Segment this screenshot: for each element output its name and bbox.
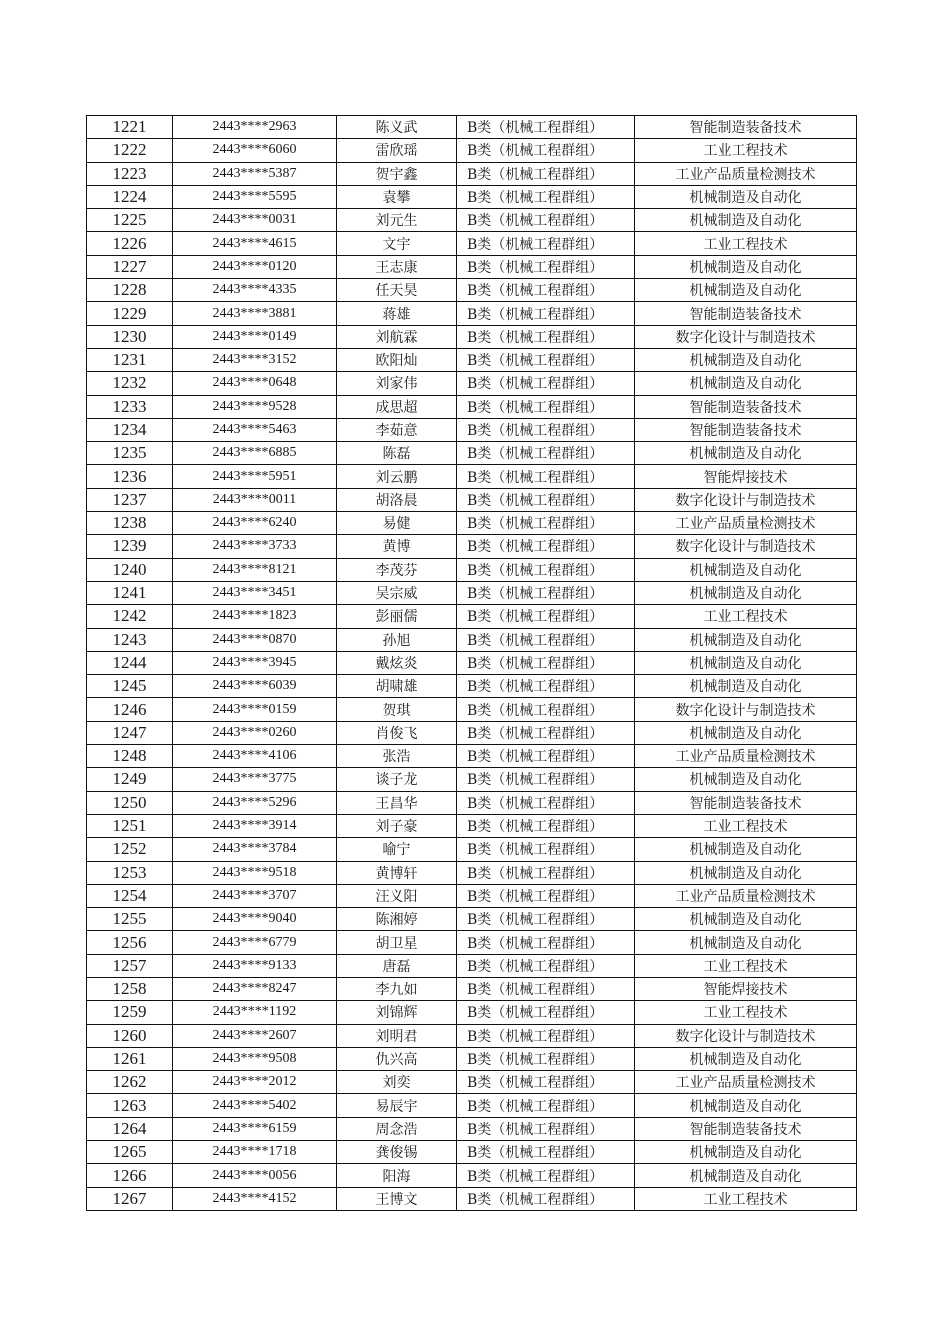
table-row — [87, 908, 857, 931]
cell-exam-id: 2443****3152 — [173, 348, 337, 371]
cell-serial-number: 1221 — [87, 116, 173, 139]
cell-name: 陈义武 — [337, 116, 457, 139]
cell-category: B类（机械工程群组） — [457, 884, 635, 907]
cell-exam-id: 2443****0648 — [173, 372, 337, 395]
table-row — [87, 139, 857, 162]
cell-name: 易辰宇 — [337, 1094, 457, 1117]
cell-major: 机械制造及自动化 — [635, 768, 857, 791]
cell-major: 机械制造及自动化 — [635, 255, 857, 278]
applicant-table — [86, 115, 857, 1211]
table-row — [87, 1094, 857, 1117]
table-row — [87, 814, 857, 837]
table-body — [87, 116, 857, 1211]
cell-exam-id: 2443****2963 — [173, 116, 337, 139]
cell-category: B类（机械工程群组） — [457, 325, 635, 348]
table-row — [87, 721, 857, 744]
cell-serial-number: 1227 — [87, 255, 173, 278]
cell-category: B类（机械工程群组） — [457, 628, 635, 651]
cell-exam-id: 2443****5463 — [173, 418, 337, 441]
cell-serial-number: 1230 — [87, 325, 173, 348]
cell-serial-number: 1252 — [87, 838, 173, 861]
cell-exam-id: 2443****5595 — [173, 185, 337, 208]
cell-major: 工业工程技术 — [635, 814, 857, 837]
cell-exam-id: 2443****3784 — [173, 838, 337, 861]
cell-category: B类（机械工程群组） — [457, 908, 635, 931]
table-row — [87, 977, 857, 1000]
cell-serial-number: 1259 — [87, 1001, 173, 1024]
cell-serial-number: 1234 — [87, 418, 173, 441]
cell-name: 易健 — [337, 512, 457, 535]
cell-category: B类（机械工程群组） — [457, 348, 635, 371]
cell-serial-number: 1235 — [87, 442, 173, 465]
cell-name: 刘家伟 — [337, 372, 457, 395]
cell-major: 智能制造装备技术 — [635, 1117, 857, 1140]
cell-name: 黄博 — [337, 535, 457, 558]
table-row — [87, 838, 857, 861]
cell-serial-number: 1255 — [87, 908, 173, 931]
table-row — [87, 884, 857, 907]
cell-major: 机械制造及自动化 — [635, 1141, 857, 1164]
table-row — [87, 581, 857, 604]
cell-category: B类（机械工程群组） — [457, 1187, 635, 1210]
table-row — [87, 768, 857, 791]
cell-exam-id: 2443****9133 — [173, 954, 337, 977]
cell-category: B类（机械工程群组） — [457, 209, 635, 232]
cell-category: B类（机械工程群组） — [457, 1094, 635, 1117]
cell-major: 工业工程技术 — [635, 1001, 857, 1024]
cell-serial-number: 1258 — [87, 977, 173, 1000]
cell-exam-id: 2443****9040 — [173, 908, 337, 931]
cell-exam-id: 2443****3914 — [173, 814, 337, 837]
cell-major: 智能制造装备技术 — [635, 791, 857, 814]
cell-category: B类（机械工程群组） — [457, 651, 635, 674]
cell-major: 智能制造装备技术 — [635, 395, 857, 418]
cell-major: 机械制造及自动化 — [635, 581, 857, 604]
cell-serial-number: 1249 — [87, 768, 173, 791]
cell-name: 李九如 — [337, 977, 457, 1000]
cell-name: 文宇 — [337, 232, 457, 255]
cell-serial-number: 1265 — [87, 1141, 173, 1164]
cell-name: 刘奕 — [337, 1071, 457, 1094]
cell-major: 工业工程技术 — [635, 139, 857, 162]
cell-serial-number: 1253 — [87, 861, 173, 884]
cell-exam-id: 2443****3945 — [173, 651, 337, 674]
cell-category: B类（机械工程群组） — [457, 1117, 635, 1140]
cell-name: 胡啸雄 — [337, 675, 457, 698]
cell-category: B类（机械工程群组） — [457, 838, 635, 861]
cell-major: 智能制造装备技术 — [635, 116, 857, 139]
cell-exam-id: 2443****2012 — [173, 1071, 337, 1094]
cell-major: 机械制造及自动化 — [635, 931, 857, 954]
cell-category: B类（机械工程群组） — [457, 395, 635, 418]
cell-category: B类（机械工程群组） — [457, 1024, 635, 1047]
cell-major: 机械制造及自动化 — [635, 372, 857, 395]
cell-category: B类（机械工程群组） — [457, 488, 635, 511]
cell-serial-number: 1264 — [87, 1117, 173, 1140]
cell-category: B类（机械工程群组） — [457, 512, 635, 535]
cell-category: B类（机械工程群组） — [457, 185, 635, 208]
table-row — [87, 302, 857, 325]
table-row — [87, 628, 857, 651]
cell-exam-id: 2443****0031 — [173, 209, 337, 232]
cell-exam-id: 2443****3733 — [173, 535, 337, 558]
cell-category: B类（机械工程群组） — [457, 954, 635, 977]
cell-exam-id: 2443****0056 — [173, 1164, 337, 1187]
table-row — [87, 279, 857, 302]
cell-category: B类（机械工程群组） — [457, 372, 635, 395]
table-row — [87, 325, 857, 348]
cell-name: 刘元生 — [337, 209, 457, 232]
cell-name: 周念浩 — [337, 1117, 457, 1140]
cell-major: 工业产品质量检测技术 — [635, 884, 857, 907]
cell-name: 王昌华 — [337, 791, 457, 814]
cell-major: 机械制造及自动化 — [635, 1047, 857, 1070]
cell-category: B类（机械工程群组） — [457, 745, 635, 768]
cell-serial-number: 1256 — [87, 931, 173, 954]
cell-serial-number: 1223 — [87, 162, 173, 185]
cell-major: 工业工程技术 — [635, 232, 857, 255]
table-row — [87, 1187, 857, 1210]
cell-major: 智能制造装备技术 — [635, 302, 857, 325]
cell-name: 蒋雄 — [337, 302, 457, 325]
cell-serial-number: 1231 — [87, 348, 173, 371]
cell-category: B类（机械工程群组） — [457, 698, 635, 721]
cell-name: 任天昊 — [337, 279, 457, 302]
cell-serial-number: 1228 — [87, 279, 173, 302]
cell-major: 机械制造及自动化 — [635, 279, 857, 302]
cell-category: B类（机械工程群组） — [457, 814, 635, 837]
cell-major: 机械制造及自动化 — [635, 908, 857, 931]
cell-exam-id: 2443****8247 — [173, 977, 337, 1000]
cell-category: B类（机械工程群组） — [457, 116, 635, 139]
cell-name: 贺宇鑫 — [337, 162, 457, 185]
cell-category: B类（机械工程群组） — [457, 255, 635, 278]
cell-serial-number: 1254 — [87, 884, 173, 907]
cell-name: 袁攀 — [337, 185, 457, 208]
cell-major: 智能焊接技术 — [635, 977, 857, 1000]
cell-name: 胡洛晨 — [337, 488, 457, 511]
table-row — [87, 1164, 857, 1187]
table-row — [87, 185, 857, 208]
table-row — [87, 442, 857, 465]
cell-serial-number: 1266 — [87, 1164, 173, 1187]
cell-exam-id: 2443****5402 — [173, 1094, 337, 1117]
cell-major: 数字化设计与制造技术 — [635, 1024, 857, 1047]
cell-category: B类（机械工程群组） — [457, 232, 635, 255]
cell-serial-number: 1257 — [87, 954, 173, 977]
cell-category: B类（机械工程群组） — [457, 721, 635, 744]
cell-serial-number: 1224 — [87, 185, 173, 208]
cell-name: 彭丽儒 — [337, 605, 457, 628]
cell-exam-id: 2443****6159 — [173, 1117, 337, 1140]
cell-serial-number: 1260 — [87, 1024, 173, 1047]
cell-major: 工业工程技术 — [635, 954, 857, 977]
table-row — [87, 605, 857, 628]
cell-name: 陈磊 — [337, 442, 457, 465]
cell-major: 数字化设计与制造技术 — [635, 535, 857, 558]
cell-serial-number: 1261 — [87, 1047, 173, 1070]
cell-name: 阳海 — [337, 1164, 457, 1187]
cell-exam-id: 2443****0870 — [173, 628, 337, 651]
cell-major: 工业工程技术 — [635, 1187, 857, 1210]
cell-category: B类（机械工程群组） — [457, 931, 635, 954]
cell-major: 机械制造及自动化 — [635, 861, 857, 884]
cell-exam-id: 2443****5387 — [173, 162, 337, 185]
table-row — [87, 791, 857, 814]
cell-exam-id: 2443****9528 — [173, 395, 337, 418]
cell-serial-number: 1233 — [87, 395, 173, 418]
cell-category: B类（机械工程群组） — [457, 139, 635, 162]
cell-exam-id: 2443****5951 — [173, 465, 337, 488]
cell-exam-id: 2443****1718 — [173, 1141, 337, 1164]
cell-major: 工业工程技术 — [635, 605, 857, 628]
cell-exam-id: 2443****6060 — [173, 139, 337, 162]
cell-name: 刘云鹏 — [337, 465, 457, 488]
cell-name: 喻宁 — [337, 838, 457, 861]
cell-serial-number: 1239 — [87, 535, 173, 558]
cell-name: 雷欣瑶 — [337, 139, 457, 162]
cell-serial-number: 1226 — [87, 232, 173, 255]
cell-category: B类（机械工程群组） — [457, 1141, 635, 1164]
cell-major: 机械制造及自动化 — [635, 558, 857, 581]
cell-category: B类（机械工程群组） — [457, 1071, 635, 1094]
cell-category: B类（机械工程群组） — [457, 1164, 635, 1187]
cell-category: B类（机械工程群组） — [457, 1001, 635, 1024]
cell-exam-id: 2443****6885 — [173, 442, 337, 465]
cell-category: B类（机械工程群组） — [457, 535, 635, 558]
cell-exam-id: 2443****4106 — [173, 745, 337, 768]
cell-major: 机械制造及自动化 — [635, 185, 857, 208]
cell-major: 机械制造及自动化 — [635, 348, 857, 371]
cell-major: 智能焊接技术 — [635, 465, 857, 488]
cell-exam-id: 2443****9518 — [173, 861, 337, 884]
cell-name: 胡卫星 — [337, 931, 457, 954]
table-row — [87, 535, 857, 558]
cell-serial-number: 1244 — [87, 651, 173, 674]
cell-serial-number: 1262 — [87, 1071, 173, 1094]
table-row — [87, 861, 857, 884]
cell-major: 数字化设计与制造技术 — [635, 488, 857, 511]
cell-name: 龚俊锡 — [337, 1141, 457, 1164]
cell-exam-id: 2443****0260 — [173, 721, 337, 744]
cell-name: 李茹意 — [337, 418, 457, 441]
cell-serial-number: 1242 — [87, 605, 173, 628]
table-row — [87, 232, 857, 255]
cell-serial-number: 1232 — [87, 372, 173, 395]
cell-exam-id: 2443****0120 — [173, 255, 337, 278]
table-row — [87, 558, 857, 581]
cell-major: 机械制造及自动化 — [635, 1164, 857, 1187]
cell-category: B类（机械工程群组） — [457, 162, 635, 185]
cell-major: 机械制造及自动化 — [635, 1094, 857, 1117]
cell-category: B类（机械工程群组） — [457, 791, 635, 814]
cell-serial-number: 1248 — [87, 745, 173, 768]
table-row — [87, 418, 857, 441]
cell-serial-number: 1241 — [87, 581, 173, 604]
cell-serial-number: 1247 — [87, 721, 173, 744]
cell-category: B类（机械工程群组） — [457, 279, 635, 302]
table-row — [87, 116, 857, 139]
cell-name: 王志康 — [337, 255, 457, 278]
cell-exam-id: 2443****0011 — [173, 488, 337, 511]
cell-serial-number: 1237 — [87, 488, 173, 511]
table-row — [87, 651, 857, 674]
cell-name: 汪义阳 — [337, 884, 457, 907]
cell-category: B类（机械工程群组） — [457, 442, 635, 465]
cell-major: 工业产品质量检测技术 — [635, 1071, 857, 1094]
cell-exam-id: 2443****6779 — [173, 931, 337, 954]
cell-name: 贺琪 — [337, 698, 457, 721]
cell-exam-id: 2443****8121 — [173, 558, 337, 581]
cell-serial-number: 1240 — [87, 558, 173, 581]
cell-name: 刘航霖 — [337, 325, 457, 348]
cell-exam-id: 2443****1192 — [173, 1001, 337, 1024]
cell-major: 机械制造及自动化 — [635, 442, 857, 465]
cell-exam-id: 2443****6039 — [173, 675, 337, 698]
table-row — [87, 1047, 857, 1070]
cell-name: 黄博轩 — [337, 861, 457, 884]
table-row — [87, 465, 857, 488]
table-row — [87, 395, 857, 418]
table-row — [87, 1024, 857, 1047]
cell-exam-id: 2443****3451 — [173, 581, 337, 604]
cell-major: 机械制造及自动化 — [635, 838, 857, 861]
table-row — [87, 1001, 857, 1024]
cell-category: B类（机械工程群组） — [457, 675, 635, 698]
cell-serial-number: 1263 — [87, 1094, 173, 1117]
cell-exam-id: 2443****3707 — [173, 884, 337, 907]
cell-exam-id: 2443****0159 — [173, 698, 337, 721]
cell-category: B类（机械工程群组） — [457, 418, 635, 441]
table-row — [87, 488, 857, 511]
cell-name: 谈子龙 — [337, 768, 457, 791]
cell-exam-id: 2443****0149 — [173, 325, 337, 348]
cell-category: B类（机械工程群组） — [457, 605, 635, 628]
cell-major: 机械制造及自动化 — [635, 209, 857, 232]
cell-category: B类（机械工程群组） — [457, 558, 635, 581]
table-row — [87, 372, 857, 395]
table-row — [87, 1071, 857, 1094]
table-row — [87, 255, 857, 278]
cell-serial-number: 1251 — [87, 814, 173, 837]
cell-exam-id: 2443****1823 — [173, 605, 337, 628]
table-row — [87, 209, 857, 232]
cell-name: 吴宗威 — [337, 581, 457, 604]
cell-name: 刘明君 — [337, 1024, 457, 1047]
cell-name: 刘锦辉 — [337, 1001, 457, 1024]
cell-name: 刘子豪 — [337, 814, 457, 837]
cell-category: B类（机械工程群组） — [457, 465, 635, 488]
cell-major: 工业产品质量检测技术 — [635, 512, 857, 535]
cell-major: 机械制造及自动化 — [635, 675, 857, 698]
cell-major: 机械制造及自动化 — [635, 651, 857, 674]
table-row — [87, 162, 857, 185]
table-row — [87, 675, 857, 698]
cell-major: 工业产品质量检测技术 — [635, 745, 857, 768]
cell-exam-id: 2443****5296 — [173, 791, 337, 814]
table-row — [87, 745, 857, 768]
cell-serial-number: 1225 — [87, 209, 173, 232]
cell-name: 肖俊飞 — [337, 721, 457, 744]
cell-category: B类（机械工程群组） — [457, 581, 635, 604]
table-row — [87, 348, 857, 371]
cell-exam-id: 2443****3775 — [173, 768, 337, 791]
cell-serial-number: 1229 — [87, 302, 173, 325]
cell-exam-id: 2443****9508 — [173, 1047, 337, 1070]
cell-serial-number: 1267 — [87, 1187, 173, 1210]
cell-name: 王博文 — [337, 1187, 457, 1210]
cell-name: 陈湘婷 — [337, 908, 457, 931]
cell-category: B类（机械工程群组） — [457, 977, 635, 1000]
cell-serial-number: 1250 — [87, 791, 173, 814]
cell-exam-id: 2443****2607 — [173, 1024, 337, 1047]
cell-major: 数字化设计与制造技术 — [635, 325, 857, 348]
cell-major: 数字化设计与制造技术 — [635, 698, 857, 721]
cell-major: 机械制造及自动化 — [635, 721, 857, 744]
cell-exam-id: 2443****4335 — [173, 279, 337, 302]
cell-serial-number: 1243 — [87, 628, 173, 651]
cell-name: 欧阳灿 — [337, 348, 457, 371]
cell-exam-id: 2443****6240 — [173, 512, 337, 535]
table-row — [87, 512, 857, 535]
cell-category: B类（机械工程群组） — [457, 302, 635, 325]
cell-major: 智能制造装备技术 — [635, 418, 857, 441]
cell-exam-id: 2443****4152 — [173, 1187, 337, 1210]
table-row — [87, 1141, 857, 1164]
cell-name: 孙旭 — [337, 628, 457, 651]
cell-category: B类（机械工程群组） — [457, 768, 635, 791]
table-row — [87, 954, 857, 977]
cell-name: 张浩 — [337, 745, 457, 768]
table-row — [87, 931, 857, 954]
cell-name: 戴炫炎 — [337, 651, 457, 674]
cell-serial-number: 1222 — [87, 139, 173, 162]
cell-name: 成思超 — [337, 395, 457, 418]
cell-name: 李茂芬 — [337, 558, 457, 581]
cell-exam-id: 2443****3881 — [173, 302, 337, 325]
cell-serial-number: 1238 — [87, 512, 173, 535]
cell-name: 唐磊 — [337, 954, 457, 977]
table-row — [87, 1117, 857, 1140]
table-row — [87, 698, 857, 721]
cell-serial-number: 1245 — [87, 675, 173, 698]
cell-serial-number: 1246 — [87, 698, 173, 721]
cell-major: 机械制造及自动化 — [635, 628, 857, 651]
cell-name: 仇兴高 — [337, 1047, 457, 1070]
cell-serial-number: 1236 — [87, 465, 173, 488]
cell-category: B类（机械工程群组） — [457, 861, 635, 884]
cell-major: 工业产品质量检测技术 — [635, 162, 857, 185]
cell-category: B类（机械工程群组） — [457, 1047, 635, 1070]
cell-exam-id: 2443****4615 — [173, 232, 337, 255]
